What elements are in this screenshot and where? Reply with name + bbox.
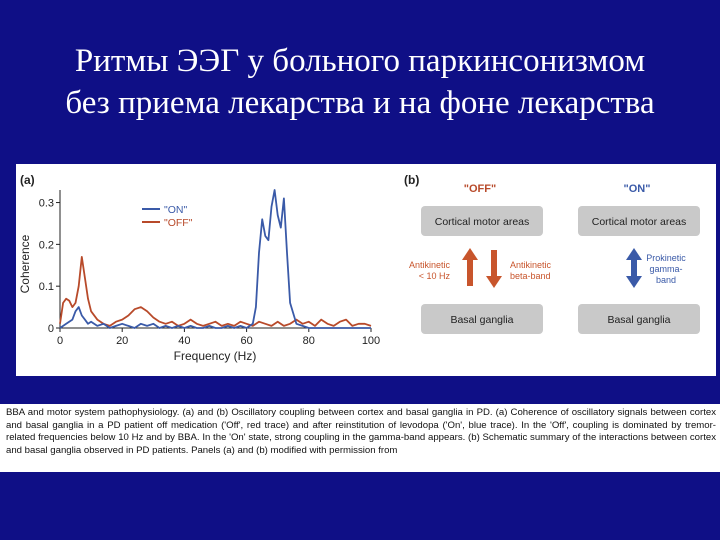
x-tick-label: 80 xyxy=(302,335,315,347)
y-tick-label: 0 xyxy=(47,323,54,335)
figure-panel xyxy=(16,164,716,376)
antikinetic-beta-label-1: Antikinetic xyxy=(510,260,552,270)
antikinetic-low-label-1: Antikinetic xyxy=(408,260,450,270)
figure-caption: BBA and motor system pathophysiology. (a) and (b) Oscillatory coupling between cortex and basal ganglia in PD. (a) Coherence of oscillatory signals between cortex and basal ganglia in a PD patient off medication ('Off', red trace) and after reinstitution of levodopa ('On', blue trace). In the 'Off', coupling is dominated by tremor-related frequencies below 10 Hz and by BBA. In the 'On' state, strong coupling in the gamma-band appears. (b) Schematic summary of the interactions between cortex and basal ganglia observed in PD patients. Panels (a) and (b) modified with permission from xyxy=(0,404,720,472)
coherence-chart xyxy=(18,190,380,363)
x-axis-label: Frequency (Hz) xyxy=(173,349,257,363)
figure-svg xyxy=(16,164,716,376)
on-basal-ganglia-label: Basal ganglia xyxy=(607,314,671,326)
on-header: "ON" xyxy=(623,183,651,195)
y-axis-label: Coherence xyxy=(18,234,32,294)
x-tick-label: 40 xyxy=(178,335,191,347)
x-tick-label: 100 xyxy=(361,335,381,347)
y-tick-label: 0.1 xyxy=(38,281,54,294)
slide-title xyxy=(0,40,720,124)
series-line-off xyxy=(60,257,371,326)
prokinetic-label-3: band xyxy=(655,275,677,285)
prokinetic-double-arrow-icon xyxy=(626,248,642,288)
off-cortex-label: Cortical motor areas xyxy=(434,216,530,228)
title-line-2: без приема лекарства и на фоне лекарства xyxy=(65,85,655,121)
antikinetic-up-arrow-icon xyxy=(462,248,478,286)
on-cortex-label: Cortical motor areas xyxy=(591,216,687,228)
y-tick-label: 0.3 xyxy=(38,197,54,210)
antikinetic-down-arrow-icon xyxy=(486,250,502,288)
prokinetic-label-2: gamma- xyxy=(649,264,683,274)
x-tick-label: 60 xyxy=(240,335,253,347)
x-tick-label: 0 xyxy=(56,335,64,347)
panel-a-label: (a) xyxy=(20,173,35,187)
panel-b-label: (b) xyxy=(404,173,420,187)
off-basal-ganglia-label: Basal ganglia xyxy=(450,314,514,326)
series-line-on xyxy=(60,190,371,328)
antikinetic-beta-label-2: beta-band xyxy=(510,271,551,281)
off-header: "OFF" xyxy=(463,183,497,195)
legend xyxy=(142,204,193,229)
title-line-1: Ритмы ЭЭГ у больного паркинсонизмом xyxy=(74,43,646,79)
legend-off-label: "OFF" xyxy=(164,217,193,229)
x-tick-label: 20 xyxy=(116,335,129,347)
legend-on-label: "ON" xyxy=(164,204,188,216)
antikinetic-low-label-2: < 10 Hz xyxy=(418,271,450,281)
y-tick-label: 0.2 xyxy=(38,239,54,252)
prokinetic-label-1: Prokinetic xyxy=(646,253,686,263)
